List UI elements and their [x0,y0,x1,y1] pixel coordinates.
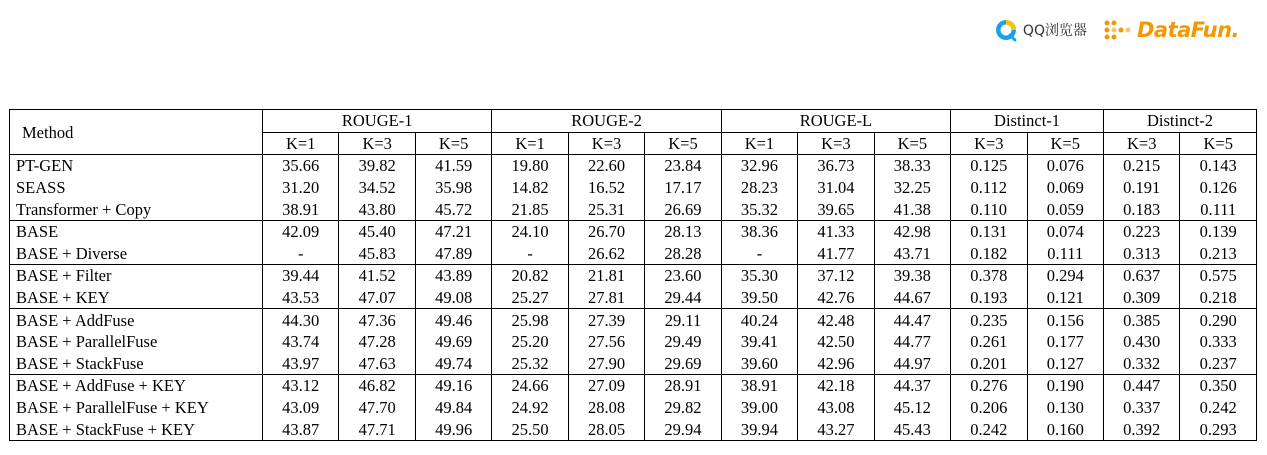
score-cell: 0.385 [1103,309,1179,331]
score-cell: 39.44 [263,265,339,287]
score-cell: 32.96 [721,155,797,177]
score-cell: 43.87 [263,418,339,440]
score-cell: 41.59 [415,155,491,177]
method-cell: BASE + AddFuse [10,309,263,331]
score-cell: 47.28 [339,331,415,353]
datafun-logo [1103,18,1239,42]
method-cell: BASE [10,220,263,242]
score-cell: 35.66 [263,155,339,177]
score-cell: 29.11 [645,309,721,331]
group-header-distinct-2: Distinct-2 [1103,110,1256,133]
method-cell: SEASS [10,177,263,199]
score-cell: 0.223 [1103,220,1179,242]
score-cell: 0.191 [1103,177,1179,199]
score-cell: 27.56 [568,331,644,353]
score-cell: 49.96 [415,418,491,440]
score-cell: 41.52 [339,265,415,287]
score-cell: 0.127 [1027,353,1103,375]
score-cell: 0.378 [951,265,1027,287]
score-cell: 27.81 [568,287,644,309]
score-cell: 0.430 [1103,331,1179,353]
score-cell: 42.09 [263,220,339,242]
score-cell: 42.48 [798,309,874,331]
score-cell: 47.07 [339,287,415,309]
subheader-cell: K=1 [721,132,797,155]
score-cell: 42.96 [798,353,874,375]
qq-browser-label: QQ浏览器 [1022,23,1087,39]
score-cell: 47.71 [339,418,415,440]
score-cell: 36.73 [798,155,874,177]
score-cell: 44.97 [874,353,950,375]
score-cell: 0.182 [951,243,1027,265]
score-cell: 35.32 [721,198,797,220]
score-cell: 41.77 [798,243,874,265]
score-cell: 0.309 [1103,287,1179,309]
subheader-cell: K=3 [568,132,644,155]
score-cell: 39.65 [798,198,874,220]
score-cell: 49.84 [415,397,491,419]
score-cell: 0.235 [951,309,1027,331]
score-cell: 49.69 [415,331,491,353]
score-cell: 0.276 [951,375,1027,397]
table-row [10,375,1257,397]
table-row [10,397,1257,419]
score-cell: 0.126 [1180,177,1257,199]
score-cell: 0.218 [1180,287,1257,309]
score-cell: 0.447 [1103,375,1179,397]
score-cell: 0.110 [951,198,1027,220]
score-cell: 0.125 [951,155,1027,177]
group-header-rouge-l: ROUGE-L [721,110,950,133]
score-cell: 39.00 [721,397,797,419]
score-cell: 19.80 [492,155,568,177]
table-row [10,331,1257,353]
score-cell: 31.04 [798,177,874,199]
score-cell: 0.242 [951,418,1027,440]
score-cell: 0.213 [1180,243,1257,265]
score-cell: 25.32 [492,353,568,375]
method-cell: PT-GEN [10,155,263,177]
score-cell: 34.52 [339,177,415,199]
score-cell: 0.183 [1103,198,1179,220]
score-cell: 29.82 [645,397,721,419]
score-cell: 44.67 [874,287,950,309]
score-cell: 47.63 [339,353,415,375]
score-cell: 0.111 [1027,243,1103,265]
score-cell: 0.190 [1027,375,1103,397]
method-cell: BASE + ParallelFuse [10,331,263,353]
score-cell: 38.33 [874,155,950,177]
score-cell: 29.69 [645,353,721,375]
score-cell: 45.12 [874,397,950,419]
score-cell: 0.337 [1103,397,1179,419]
table-row [10,265,1257,287]
table-row [10,155,1257,177]
method-cell: BASE + StackFuse [10,353,263,375]
score-cell: 47.21 [415,220,491,242]
score-cell: 35.30 [721,265,797,287]
score-cell: 41.33 [798,220,874,242]
score-cell: 0.131 [951,220,1027,242]
subheader-cell: K=5 [645,132,721,155]
score-cell: 0.076 [1027,155,1103,177]
subheader-cell: K=5 [1027,132,1103,155]
score-cell: 22.60 [568,155,644,177]
score-cell: 42.76 [798,287,874,309]
score-cell: 0.201 [951,353,1027,375]
method-cell: BASE + StackFuse + KEY [10,418,263,440]
score-cell: 0.059 [1027,198,1103,220]
method-column-header: Method [10,110,263,155]
score-cell: 0.130 [1027,397,1103,419]
score-cell: 39.41 [721,331,797,353]
score-cell: 38.91 [263,198,339,220]
score-cell: 45.43 [874,418,950,440]
subheader-cell: K=3 [1103,132,1179,155]
score-cell: 23.84 [645,155,721,177]
score-cell: 38.36 [721,220,797,242]
results-table [9,109,1257,441]
score-cell: 26.70 [568,220,644,242]
subheader-cell: K=5 [415,132,491,155]
score-cell: 28.13 [645,220,721,242]
score-cell: 45.83 [339,243,415,265]
score-cell: 0.350 [1180,375,1257,397]
score-cell: 39.50 [721,287,797,309]
table-body [10,155,1257,441]
score-cell: 43.80 [339,198,415,220]
score-cell: 16.52 [568,177,644,199]
score-cell: 0.121 [1027,287,1103,309]
method-cell: Transformer + Copy [10,198,263,220]
score-cell: 28.28 [645,243,721,265]
score-cell: 27.39 [568,309,644,331]
score-cell: 35.98 [415,177,491,199]
method-cell: BASE + KEY [10,287,263,309]
score-cell: 39.60 [721,353,797,375]
group-header-rouge-1: ROUGE-1 [263,110,492,133]
table-row [10,177,1257,199]
score-cell: 43.09 [263,397,339,419]
table-row [10,243,1257,265]
score-cell: 24.66 [492,375,568,397]
score-cell: 0.069 [1027,177,1103,199]
score-cell: - [721,243,797,265]
score-cell: 0.112 [951,177,1027,199]
score-cell: 0.332 [1103,353,1179,375]
score-cell: 0.242 [1180,397,1257,419]
subheader-cell: K=1 [492,132,568,155]
score-cell: 0.139 [1180,220,1257,242]
score-cell: 0.333 [1180,331,1257,353]
subheader-cell: K=3 [339,132,415,155]
table-row [10,220,1257,242]
score-cell: 43.12 [263,375,339,397]
score-cell: 0.261 [951,331,1027,353]
score-cell: 32.25 [874,177,950,199]
datafun-dots-icon [1103,19,1133,41]
score-cell: 29.44 [645,287,721,309]
score-cell: 31.20 [263,177,339,199]
qq-browser-icon [994,18,1018,42]
table-row [10,198,1257,220]
score-cell: 24.92 [492,397,568,419]
score-cell: 39.82 [339,155,415,177]
score-cell: 25.50 [492,418,568,440]
score-cell: 0.215 [1103,155,1179,177]
table-row [10,418,1257,440]
table-row [10,287,1257,309]
score-cell: 43.71 [874,243,950,265]
score-cell: 25.31 [568,198,644,220]
score-cell: 28.05 [568,418,644,440]
score-cell: 0.074 [1027,220,1103,242]
score-cell: 0.293 [1180,418,1257,440]
score-cell: 42.50 [798,331,874,353]
method-cell: BASE + Filter [10,265,263,287]
score-cell: 20.82 [492,265,568,287]
score-cell: 26.62 [568,243,644,265]
score-cell: 28.91 [645,375,721,397]
score-cell: 43.89 [415,265,491,287]
score-cell: 44.37 [874,375,950,397]
score-cell: 29.94 [645,418,721,440]
method-cell: BASE + Diverse [10,243,263,265]
score-cell: 0.237 [1180,353,1257,375]
score-cell: 49.74 [415,353,491,375]
score-cell: 0.193 [951,287,1027,309]
score-cell: 47.89 [415,243,491,265]
score-cell: 28.23 [721,177,797,199]
score-cell: 0.637 [1103,265,1179,287]
score-cell: 0.392 [1103,418,1179,440]
group-header-distinct-1: Distinct-1 [951,110,1104,133]
score-cell: 21.81 [568,265,644,287]
score-cell: 39.94 [721,418,797,440]
score-cell: 44.47 [874,309,950,331]
qq-browser-logo [994,18,1087,42]
score-cell: 14.82 [492,177,568,199]
score-cell: 47.36 [339,309,415,331]
score-cell: 46.82 [339,375,415,397]
score-cell: 0.156 [1027,309,1103,331]
score-cell: 0.575 [1180,265,1257,287]
score-cell: 42.18 [798,375,874,397]
score-cell: - [263,243,339,265]
score-cell: 0.313 [1103,243,1179,265]
score-cell: 23.60 [645,265,721,287]
score-cell: 43.97 [263,353,339,375]
score-cell: 27.90 [568,353,644,375]
score-cell: 39.38 [874,265,950,287]
score-cell: - [492,243,568,265]
table-row [10,353,1257,375]
score-cell: 21.85 [492,198,568,220]
score-cell: 43.74 [263,331,339,353]
score-cell: 49.08 [415,287,491,309]
score-cell: 0.177 [1027,331,1103,353]
score-cell: 27.09 [568,375,644,397]
score-cell: 17.17 [645,177,721,199]
score-cell: 0.206 [951,397,1027,419]
score-cell: 43.27 [798,418,874,440]
subheader-cell: K=3 [951,132,1027,155]
header-logos [994,18,1239,42]
score-cell: 25.27 [492,287,568,309]
subheader-cell: K=5 [1180,132,1257,155]
score-cell: 24.10 [492,220,568,242]
group-header-rouge-2: ROUGE-2 [492,110,721,133]
score-cell: 38.91 [721,375,797,397]
score-cell: 0.160 [1027,418,1103,440]
score-cell: 41.38 [874,198,950,220]
score-cell: 28.08 [568,397,644,419]
score-cell: 25.98 [492,309,568,331]
score-cell: 49.16 [415,375,491,397]
datafun-label: DataFun. [1136,18,1239,42]
score-cell: 0.143 [1180,155,1257,177]
score-cell: 44.30 [263,309,339,331]
score-cell: 0.290 [1180,309,1257,331]
score-cell: 43.53 [263,287,339,309]
method-cell: BASE + ParallelFuse + KEY [10,397,263,419]
subheader-cell: K=5 [874,132,950,155]
subheader-cell: K=1 [263,132,339,155]
score-cell: 42.98 [874,220,950,242]
method-cell: BASE + AddFuse + KEY [10,375,263,397]
score-cell: 40.24 [721,309,797,331]
subheader-cell: K=3 [798,132,874,155]
score-cell: 0.294 [1027,265,1103,287]
score-cell: 29.49 [645,331,721,353]
table-row [10,309,1257,331]
score-cell: 0.111 [1180,198,1257,220]
score-cell: 45.72 [415,198,491,220]
score-cell: 47.70 [339,397,415,419]
score-cell: 37.12 [798,265,874,287]
table-group-header-row [10,110,1257,133]
score-cell: 25.20 [492,331,568,353]
score-cell: 43.08 [798,397,874,419]
score-cell: 26.69 [645,198,721,220]
score-cell: 44.77 [874,331,950,353]
score-cell: 49.46 [415,309,491,331]
score-cell: 45.40 [339,220,415,242]
